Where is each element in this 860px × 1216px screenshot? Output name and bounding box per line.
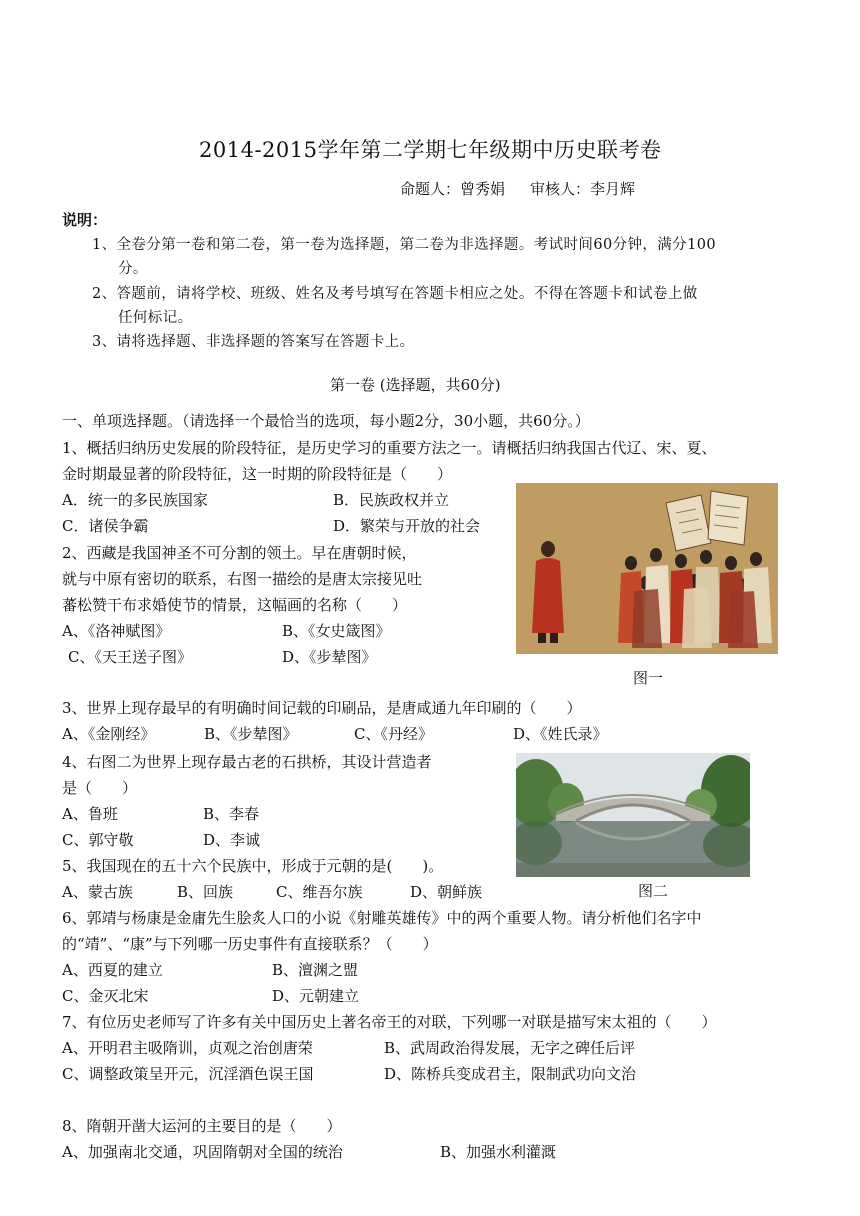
q6-stem-cont: 的“靖”、“康”与下列哪一历史事件有直接联系？（ ） — [62, 935, 438, 953]
instruction-2: 2、答题前，请将学校、班级、姓名及考号填写在答题卡相应之处。不得在答题卡和试卷上做 — [92, 286, 698, 302]
part1-heading: 一、单项选择题。（请选择一个最恰当的选项，每小题2分，30小题，共60分。） — [62, 412, 590, 430]
q4-stem-cont: 是（ ） — [62, 779, 138, 797]
author-label: 命题人：曾秀娟 — [400, 180, 506, 198]
figure-2-bridge-photo — [516, 753, 750, 877]
q7-option-b: B、武周政治得发展，无字之碑任后评 — [384, 1039, 636, 1057]
figure-1-painting — [516, 483, 778, 654]
q1-option-c: C．诸侯争霸 — [62, 517, 149, 535]
figure-1-caption: 图一 — [633, 669, 664, 687]
q1-stem: 1、概括归纳历史发展的阶段特征，是历史学习的重要方法之一。请概括归纳我国古代辽、宋、夏、 — [62, 439, 717, 457]
q4-option-d: D、李诚 — [203, 831, 261, 849]
q2-option-d: D、《步辇图》 — [282, 648, 377, 666]
q2-stem-cont-2: 蕃松赞干布求婚使节的情景，这幅画的名称（ ） — [62, 596, 408, 614]
q6-stem: 6、郭靖与杨康是金庸先生脍炙人口的小说《射雕英雄传》中的两个重要人物。请分析他们名字中 — [62, 909, 702, 927]
q4-option-a: A、鲁班 — [62, 805, 118, 823]
q4-stem: 4、右图二为世界上现存最古老的石拱桥，其设计营造者 — [62, 753, 432, 771]
q7-option-a: A、开明君主吸隋训，贞观之治创唐荣 — [62, 1039, 313, 1057]
instruction-1-cont: 分。 — [118, 261, 148, 277]
q4-option-c: C、郭守敬 — [62, 831, 134, 849]
q8-stem: 8、隋朝开凿大运河的主要目的是（ ） — [62, 1117, 342, 1135]
q1-option-b: B．民族政权并立 — [333, 491, 450, 509]
q6-option-b: B、澶渊之盟 — [272, 961, 359, 979]
reviewer-label: 审核人：李月辉 — [530, 180, 636, 198]
q5-option-a: A、蒙古族 — [62, 883, 133, 901]
q2-option-c: C、《天王送子图》 — [68, 648, 192, 666]
q6-option-d: D、元朝建立 — [272, 987, 360, 1005]
q3-option-d: D、《姓氏录》 — [513, 725, 608, 743]
q5-option-b: B、回族 — [177, 883, 234, 901]
instructions-label: 说明： — [62, 211, 108, 229]
q7-stem: 7、有位历史老师写了许多有关中国历史上著名帝王的对联，下列哪一对联是描写宋太祖的（ ） — [62, 1013, 717, 1031]
q2-option-a: A、《洛神赋图》 — [62, 622, 171, 640]
q8-option-a: A、加强南北交通，巩固隋朝对全国的统治 — [62, 1143, 343, 1161]
q5-option-c: C、维吾尔族 — [276, 883, 363, 901]
instruction-2-cont: 任何标记。 — [118, 310, 193, 326]
q1-stem-cont: 金时期最显著的阶段特征，这一时期的阶段特征是（ ） — [62, 465, 453, 483]
q4-option-b: B、李春 — [203, 805, 260, 823]
q8-option-b: B、加强水利灌溉 — [440, 1143, 557, 1161]
q2-option-b: B、《女史箴图》 — [282, 622, 391, 640]
q6-option-c: C、金灭北宋 — [62, 987, 149, 1005]
q2-stem-cont-1: 就与中原有密切的联系，右图一描绘的是唐太宗接见吐 — [62, 570, 423, 588]
q7-option-c: C、调整政策呈开元，沉淫酒色误王国 — [62, 1065, 314, 1083]
q3-stem: 3、世界上现存最早的有明确时间记载的印刷品，是唐咸通九年印刷的（ ） — [62, 699, 582, 717]
q5-option-d: D、朝鲜族 — [410, 883, 483, 901]
q3-option-b: B、《步辇图》 — [204, 725, 298, 743]
q1-option-d: D．繁荣与开放的社会 — [333, 517, 481, 535]
instruction-1: 1、全卷分第一卷和第二卷，第一卷为选择题，第二卷为非选择题。考试时间60分钟，满分100 — [92, 237, 716, 253]
instruction-3: 3、请将选择题、非选择题的答案写在答题卡上。 — [92, 334, 415, 350]
q1-option-a: A．统一的多民族国家 — [62, 491, 208, 509]
q3-option-c: C、《丹经》 — [354, 725, 433, 743]
q2-stem: 2、西藏是我国神圣不可分割的领土。早在唐朝时候， — [62, 544, 417, 562]
section-title: 第一卷 (选择题，共60分) — [330, 376, 501, 394]
figure-2-caption: 图二 — [638, 882, 669, 900]
page-title: 2014-2015学年第二学期七年级期中历史联考卷 — [199, 138, 662, 162]
q6-option-a: A、西夏的建立 — [62, 961, 163, 979]
q7-option-d: D、陈桥兵变成君主，限制武功向文治 — [384, 1065, 637, 1083]
q3-option-a: A、《金刚经》 — [62, 725, 156, 743]
q5-stem: 5、我国现在的五十六个民族中，形成于元朝的是( )。 — [62, 857, 444, 875]
